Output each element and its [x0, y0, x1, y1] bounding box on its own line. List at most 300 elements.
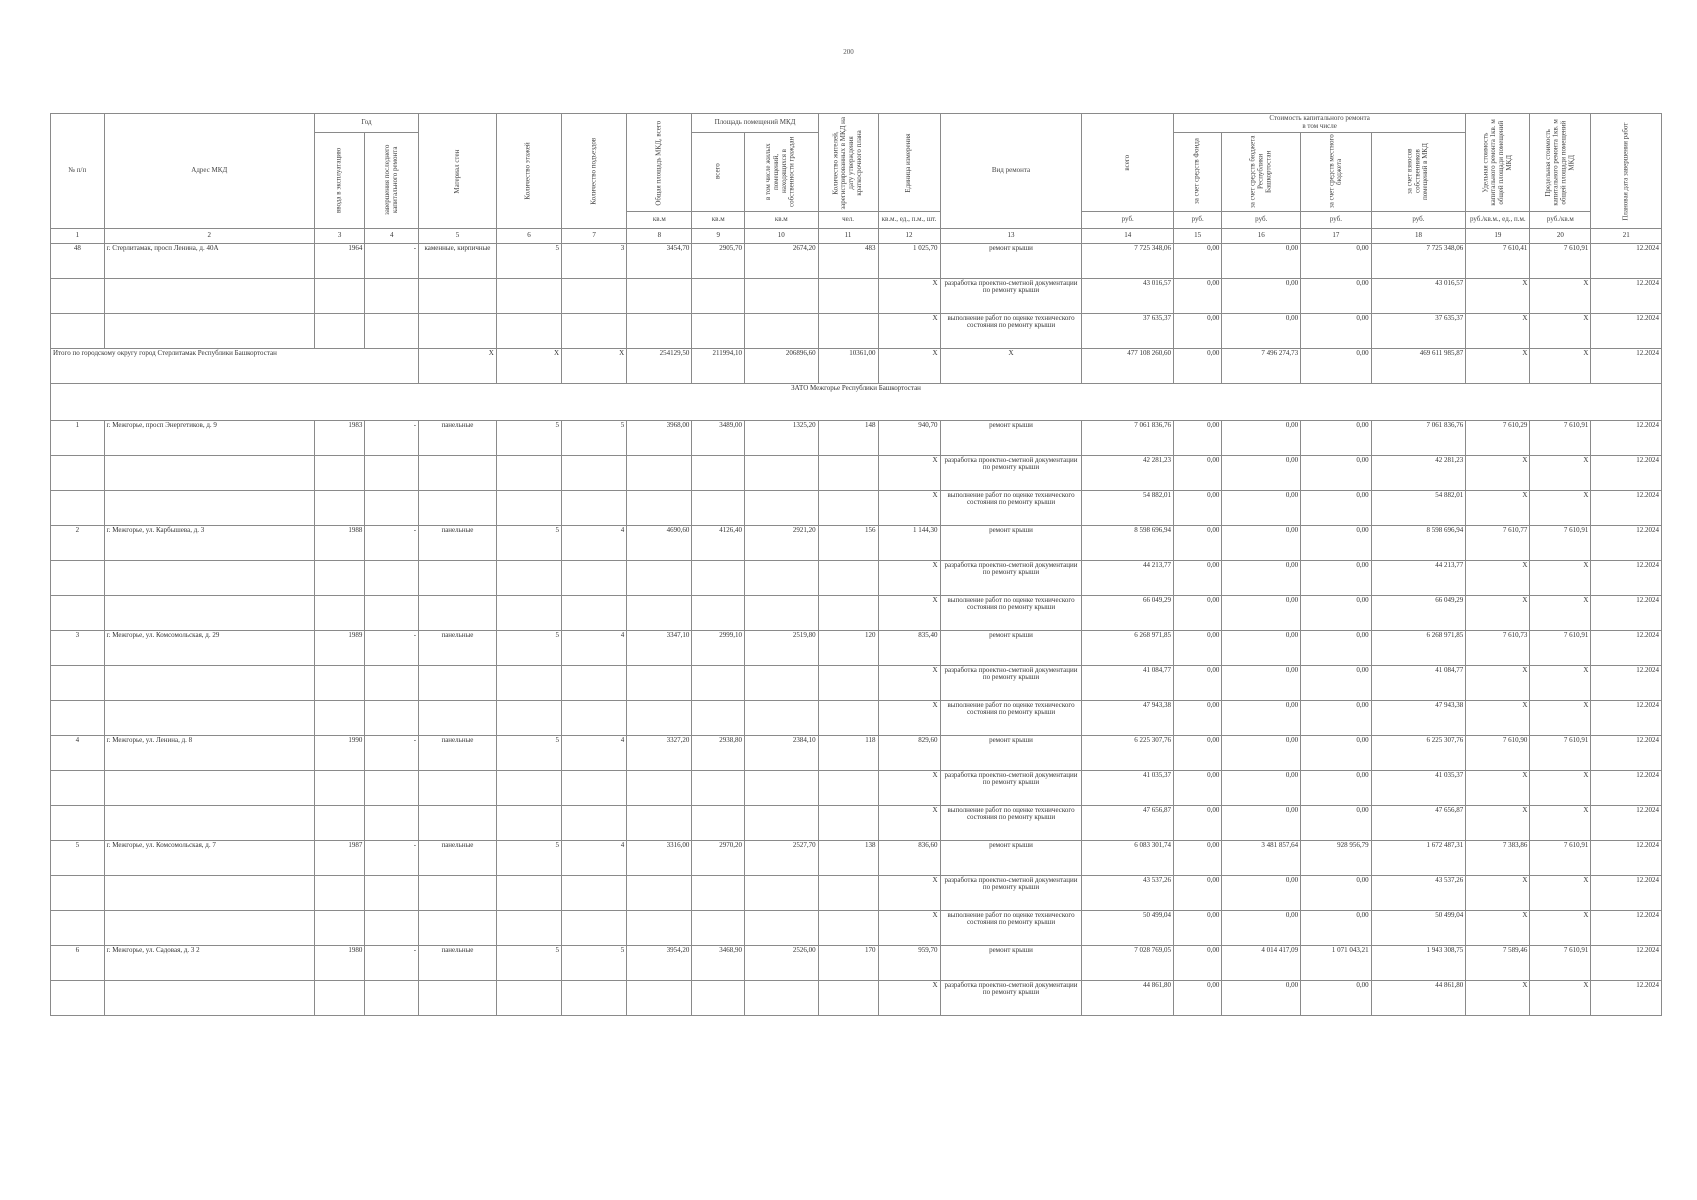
table-cell: 0,00 [1222, 278, 1301, 313]
table-cell: 138 [818, 840, 878, 875]
table-cell: 6 [51, 945, 105, 980]
table-cell: 0,00 [1301, 630, 1371, 665]
table-cell: 1990 [314, 735, 364, 770]
table-cell: 7 028 769,05 [1082, 945, 1173, 980]
table-cell: 5 [562, 945, 627, 980]
table-cell: 0,00 [1222, 805, 1301, 840]
table-cell: 0,00 [1173, 665, 1221, 700]
table-cell [496, 700, 561, 735]
table-cell [365, 910, 419, 945]
table-cell: 0,00 [1173, 243, 1221, 278]
table-cell: 3 481 857,64 [1222, 840, 1301, 875]
header-residents: Количество жителей, зарегистрированных в МКД на дату утверждения краткосрочного плана [818, 114, 878, 212]
table-cell: 44 861,80 [1082, 980, 1173, 1015]
table-cell: X [878, 980, 940, 1015]
table-cell [744, 700, 818, 735]
table-cell: 12.2024 [1591, 735, 1662, 770]
table-cell: 3454,70 [627, 243, 692, 278]
column-index-cell: 4 [365, 228, 419, 243]
table-cell: 3327,20 [627, 735, 692, 770]
table-cell: ремонт крыши [940, 735, 1082, 770]
table-cell [496, 278, 561, 313]
table-cell [419, 770, 497, 805]
header-planned-date: Плановая дата завершения работ [1591, 114, 1662, 229]
table-cell: 0,00 [1301, 735, 1371, 770]
table-cell [314, 875, 364, 910]
table-row [51, 910, 1662, 945]
header-premises-total: всего [692, 132, 745, 211]
table-cell: 44 213,77 [1371, 560, 1466, 595]
table-cell: X [1530, 805, 1591, 840]
table-cell: 940,70 [878, 420, 940, 455]
table-cell: 0,00 [1173, 980, 1221, 1015]
table-cell: X [1530, 770, 1591, 805]
table-cell: X [1466, 770, 1530, 805]
table-cell [419, 665, 497, 700]
column-index-cell: 1 [51, 228, 105, 243]
table-cell: разработка проектно-сметной документации по ремонту крыши [940, 560, 1082, 595]
table-cell [51, 665, 105, 700]
table-cell [104, 560, 314, 595]
table-cell: 7 610,91 [1530, 243, 1591, 278]
table-cell: разработка проектно-сметной документации по ремонту крыши [940, 980, 1082, 1015]
page-number: 200 [843, 48, 854, 56]
table-cell: 7 725 348,06 [1082, 243, 1173, 278]
table-cell [627, 560, 692, 595]
table-cell: X [1530, 875, 1591, 910]
table-cell: 0,00 [1222, 490, 1301, 525]
table-cell [692, 455, 745, 490]
table-cell: X [1466, 665, 1530, 700]
table-cell: 2 [51, 525, 105, 560]
table-cell [627, 490, 692, 525]
column-index-cell: 16 [1222, 228, 1301, 243]
table-cell: 12.2024 [1591, 560, 1662, 595]
table-cell: 43 016,57 [1082, 278, 1173, 313]
table-cell: 6 083 301,74 [1082, 840, 1173, 875]
table-cell [104, 278, 314, 313]
table-cell: 8 598 696,94 [1371, 525, 1466, 560]
table-cell: 0,00 [1173, 945, 1221, 980]
table-cell: разработка проектно-сметной документации по ремонту крыши [940, 455, 1082, 490]
table-cell: 0,00 [1222, 525, 1301, 560]
table-cell [314, 595, 364, 630]
table-cell [419, 313, 497, 348]
table-cell: 835,40 [878, 630, 940, 665]
table-cell [627, 313, 692, 348]
column-index-cell: 14 [1082, 228, 1173, 243]
table-cell: г. Межгорье, ул. Комсомольская, д. 29 [104, 630, 314, 665]
table-cell: 0,00 [1173, 455, 1221, 490]
table-cell: 0,00 [1173, 735, 1221, 770]
unit-cell: кв.м [627, 211, 692, 228]
table-cell: панельные [419, 525, 497, 560]
table-cell: X [878, 278, 940, 313]
table-cell [692, 805, 745, 840]
column-index-cell: 6 [496, 228, 561, 243]
table-cell [104, 595, 314, 630]
table-cell: 66 049,29 [1371, 595, 1466, 630]
table-cell: X [1466, 875, 1530, 910]
table-row [51, 420, 1662, 455]
table-cell: - [365, 420, 419, 455]
total-cell: X [419, 348, 497, 383]
table-cell [744, 278, 818, 313]
header-no: № п/п [51, 114, 105, 229]
table-cell: 156 [818, 525, 878, 560]
table-cell: 4 [562, 630, 627, 665]
table-cell [692, 700, 745, 735]
table-cell: 12.2024 [1591, 420, 1662, 455]
table-cell [314, 805, 364, 840]
table-cell [365, 490, 419, 525]
table-cell: X [1466, 980, 1530, 1015]
table-cell: 66 049,29 [1082, 595, 1173, 630]
unit-cell: руб. [1173, 211, 1221, 228]
total-cell: X [562, 348, 627, 383]
table-cell: 0,00 [1301, 313, 1371, 348]
table-cell: 12.2024 [1591, 490, 1662, 525]
table-cell: 0,00 [1222, 455, 1301, 490]
table-cell: 4 [562, 840, 627, 875]
table-cell: г. Межгорье, просп Энергетиков, д. 9 [104, 420, 314, 455]
table-row [51, 980, 1662, 1015]
table-cell: выполнение работ по оценке технического состояния по ремонту крыши [940, 805, 1082, 840]
table-cell: ремонт крыши [940, 945, 1082, 980]
table-cell [692, 980, 745, 1015]
table-cell [51, 278, 105, 313]
table-cell: 3954,20 [627, 945, 692, 980]
table-cell [51, 560, 105, 595]
table-cell: 6 268 971,85 [1082, 630, 1173, 665]
table-cell: 0,00 [1222, 665, 1301, 700]
table-cell [51, 313, 105, 348]
table-cell [314, 910, 364, 945]
table-cell: 54 882,01 [1082, 490, 1173, 525]
table-cell: 7 610,73 [1466, 630, 1530, 665]
table-cell: г. Межгорье, ул. Комсомольская, д. 7 [104, 840, 314, 875]
column-index-cell: 15 [1173, 228, 1221, 243]
table-cell: выполнение работ по оценке технического состояния по ремонту крыши [940, 700, 1082, 735]
table-cell [692, 665, 745, 700]
table-cell [104, 490, 314, 525]
table-cell: X [878, 910, 940, 945]
table-cell: 4 014 417,09 [1222, 945, 1301, 980]
table-cell [692, 875, 745, 910]
table-cell [627, 875, 692, 910]
header-cost-group-label: Стоимость капитального ремонта [1269, 114, 1370, 122]
table-row [51, 490, 1662, 525]
table-cell: 0,00 [1301, 875, 1371, 910]
table-cell [419, 875, 497, 910]
table-cell: 12.2024 [1591, 278, 1662, 313]
column-index-cell: 3 [314, 228, 364, 243]
table-cell: 12.2024 [1591, 665, 1662, 700]
table-cell [51, 595, 105, 630]
table-cell: 0,00 [1173, 595, 1221, 630]
table-cell [627, 455, 692, 490]
table-row [51, 278, 1662, 313]
table-cell: 0,00 [1173, 875, 1221, 910]
table-cell: 1325,20 [744, 420, 818, 455]
table-cell: 6 225 307,76 [1082, 735, 1173, 770]
header-cost-incl: в том числе [1302, 121, 1337, 130]
column-index-cell: 8 [627, 228, 692, 243]
table-cell: 4 [562, 525, 627, 560]
table-cell: 7 610,77 [1466, 525, 1530, 560]
table-cell: 12.2024 [1591, 770, 1662, 805]
table-cell: 0,00 [1301, 980, 1371, 1015]
table-cell: 8 598 696,94 [1082, 525, 1173, 560]
repair-register-table [50, 113, 1662, 1016]
table-cell [627, 805, 692, 840]
table-cell: X [1466, 595, 1530, 630]
table-cell [562, 700, 627, 735]
unit-cell: руб. [1082, 211, 1173, 228]
table-cell: 7 610,91 [1530, 525, 1591, 560]
table-cell [314, 490, 364, 525]
unit-cell: руб./кв.м., ед., п.м. [1466, 211, 1530, 228]
table-cell [818, 875, 878, 910]
table-cell [104, 805, 314, 840]
table-cell: 54 882,01 [1371, 490, 1466, 525]
table-cell [314, 980, 364, 1015]
table-cell: - [365, 525, 419, 560]
table-cell: выполнение работ по оценке технического состояния по ремонту крыши [940, 595, 1082, 630]
total-cell: 0,00 [1173, 348, 1221, 383]
table-cell: 0,00 [1222, 735, 1301, 770]
table-cell: 47 656,87 [1082, 805, 1173, 840]
table-row [51, 805, 1662, 840]
table-cell [496, 313, 561, 348]
table-cell: панельные [419, 420, 497, 455]
table-cell: 0,00 [1301, 560, 1371, 595]
table-cell: 3968,00 [627, 420, 692, 455]
table-cell [104, 700, 314, 735]
table-cell: ремонт крыши [940, 525, 1082, 560]
table-cell [562, 490, 627, 525]
table-row [51, 735, 1662, 770]
table-cell [314, 560, 364, 595]
table-cell [419, 560, 497, 595]
table-cell: 0,00 [1173, 560, 1221, 595]
table-cell: 0,00 [1301, 455, 1371, 490]
table-cell [496, 910, 561, 945]
table-cell: 0,00 [1301, 700, 1371, 735]
table-cell [744, 805, 818, 840]
table-cell [692, 278, 745, 313]
table-cell: 2970,20 [692, 840, 745, 875]
table-cell [104, 665, 314, 700]
table-row [51, 595, 1662, 630]
table-cell: 4 [51, 735, 105, 770]
header-year-group: Год [314, 114, 418, 133]
table-cell: X [878, 455, 940, 490]
table-cell: 1987 [314, 840, 364, 875]
table-cell: 0,00 [1173, 490, 1221, 525]
table-cell: 0,00 [1222, 243, 1301, 278]
table-cell: 1 943 308,75 [1371, 945, 1466, 980]
total-cell: 477 108 260,60 [1082, 348, 1173, 383]
table-cell: 0,00 [1301, 525, 1371, 560]
table-cell: 2384,10 [744, 735, 818, 770]
table-cell: 4690,60 [627, 525, 692, 560]
table-cell [692, 490, 745, 525]
table-cell: X [878, 805, 940, 840]
header-cost-owners: за счет взносов собственников помещений в МКД [1371, 132, 1466, 211]
table-cell: 7 061 836,76 [1082, 420, 1173, 455]
table-cell: 1980 [314, 945, 364, 980]
table-cell: 41 084,77 [1082, 665, 1173, 700]
table-cell [818, 595, 878, 630]
table-cell [818, 313, 878, 348]
table-cell [314, 665, 364, 700]
section-heading-row [51, 383, 1662, 420]
table-cell [562, 313, 627, 348]
table-cell: 118 [818, 735, 878, 770]
table-cell [496, 560, 561, 595]
table-cell [51, 875, 105, 910]
table-cell [627, 910, 692, 945]
table-cell [744, 770, 818, 805]
table-cell [818, 490, 878, 525]
header-premises-owned: в том числе жилых помещений, находящихся в собственности граждан [744, 132, 818, 211]
unit-cell: руб. [1371, 211, 1466, 228]
table-cell [419, 910, 497, 945]
table-cell [744, 875, 818, 910]
table-cell: 5 [496, 630, 561, 665]
table-cell [104, 455, 314, 490]
table-cell: 1 144,30 [878, 525, 940, 560]
table-cell: 0,00 [1222, 910, 1301, 945]
table-cell: 7 589,46 [1466, 945, 1530, 980]
table-cell: 148 [818, 420, 878, 455]
table-cell: X [1530, 980, 1591, 1015]
unit-cell: кв.м [744, 211, 818, 228]
table-cell: 37 635,37 [1371, 313, 1466, 348]
table-cell [562, 560, 627, 595]
table-cell: 928 956,79 [1301, 840, 1371, 875]
table-cell [744, 665, 818, 700]
table-cell: 0,00 [1222, 313, 1301, 348]
table-cell [496, 875, 561, 910]
table-cell: 2999,10 [692, 630, 745, 665]
header-floors: Количество этажей [496, 114, 561, 229]
table-cell: 50 499,04 [1371, 910, 1466, 945]
table-cell: 1964 [314, 243, 364, 278]
total-cell: 10361,00 [818, 348, 878, 383]
table-cell: X [1530, 313, 1591, 348]
table-row [51, 840, 1662, 875]
table-cell: 12.2024 [1591, 700, 1662, 735]
table-cell: 4126,40 [692, 525, 745, 560]
table-cell [51, 910, 105, 945]
table-cell: X [1466, 910, 1530, 945]
table-cell [104, 875, 314, 910]
table-cell: 959,70 [878, 945, 940, 980]
table-cell [314, 313, 364, 348]
table-cell: разработка проектно-сметной документации по ремонту крыши [940, 770, 1082, 805]
table-cell: 7 061 836,76 [1371, 420, 1466, 455]
table-cell [365, 313, 419, 348]
header-wall-material: Материал стен [419, 114, 497, 229]
table-cell: 4 [562, 735, 627, 770]
table-cell [744, 595, 818, 630]
table-cell: - [365, 735, 419, 770]
table-cell [51, 490, 105, 525]
table-cell [365, 560, 419, 595]
column-index-cell: 18 [1371, 228, 1466, 243]
table-cell: 7 610,91 [1530, 840, 1591, 875]
table-cell: 2527,70 [744, 840, 818, 875]
table-cell: 0,00 [1301, 595, 1371, 630]
table-row [51, 560, 1662, 595]
table-cell: г. Стерлитамак, просп Ленина, д. 40А [104, 243, 314, 278]
table-cell: 3347,10 [627, 630, 692, 665]
table-cell: 42 281,23 [1371, 455, 1466, 490]
table-cell [818, 665, 878, 700]
total-cell: 0,00 [1301, 348, 1371, 383]
table-cell [419, 805, 497, 840]
table-cell [744, 313, 818, 348]
header-cost-fund: за счет средств Фонда [1173, 132, 1221, 211]
table-cell: 3 [51, 630, 105, 665]
column-index-cell: 10 [744, 228, 818, 243]
table-cell [818, 910, 878, 945]
table-cell: X [1530, 910, 1591, 945]
table-cell: ремонт крыши [940, 420, 1082, 455]
table-cell: 0,00 [1173, 313, 1221, 348]
table-cell [104, 910, 314, 945]
table-cell: 12.2024 [1591, 243, 1662, 278]
table-cell: X [1466, 313, 1530, 348]
total-cell: X [940, 348, 1082, 383]
table-cell: 0,00 [1301, 420, 1371, 455]
table-cell [365, 665, 419, 700]
table-cell: X [878, 490, 940, 525]
table-cell [365, 700, 419, 735]
table-cell: 43 016,57 [1371, 278, 1466, 313]
table-cell: 6 225 307,76 [1371, 735, 1466, 770]
table-cell: 12.2024 [1591, 910, 1662, 945]
table-cell: 7 610,91 [1530, 420, 1591, 455]
table-cell: 5 [496, 945, 561, 980]
table-cell: 2674,20 [744, 243, 818, 278]
unit-cell: кв.м., ед., п.м., шт. [878, 211, 940, 228]
table-cell: г. Межгорье, ул. Карбышева, д. 3 [104, 525, 314, 560]
table-cell [744, 560, 818, 595]
table-cell: 3 [562, 243, 627, 278]
table-cell: 0,00 [1301, 910, 1371, 945]
table-cell: 0,00 [1173, 910, 1221, 945]
table-row [51, 770, 1662, 805]
table-cell: 1983 [314, 420, 364, 455]
table-cell: 1988 [314, 525, 364, 560]
table-cell: 12.2024 [1591, 945, 1662, 980]
table-cell: 0,00 [1301, 243, 1371, 278]
table-cell [419, 700, 497, 735]
table-cell: X [878, 595, 940, 630]
table-cell [496, 665, 561, 700]
table-cell [818, 770, 878, 805]
table-cell: ремонт крыши [940, 243, 1082, 278]
header-premises-group: Площадь помещений МКД [692, 114, 818, 133]
table-cell: 0,00 [1222, 770, 1301, 805]
table-cell: 0,00 [1222, 630, 1301, 665]
table-cell [496, 490, 561, 525]
table-cell [562, 805, 627, 840]
unit-cell: руб. [1301, 211, 1371, 228]
